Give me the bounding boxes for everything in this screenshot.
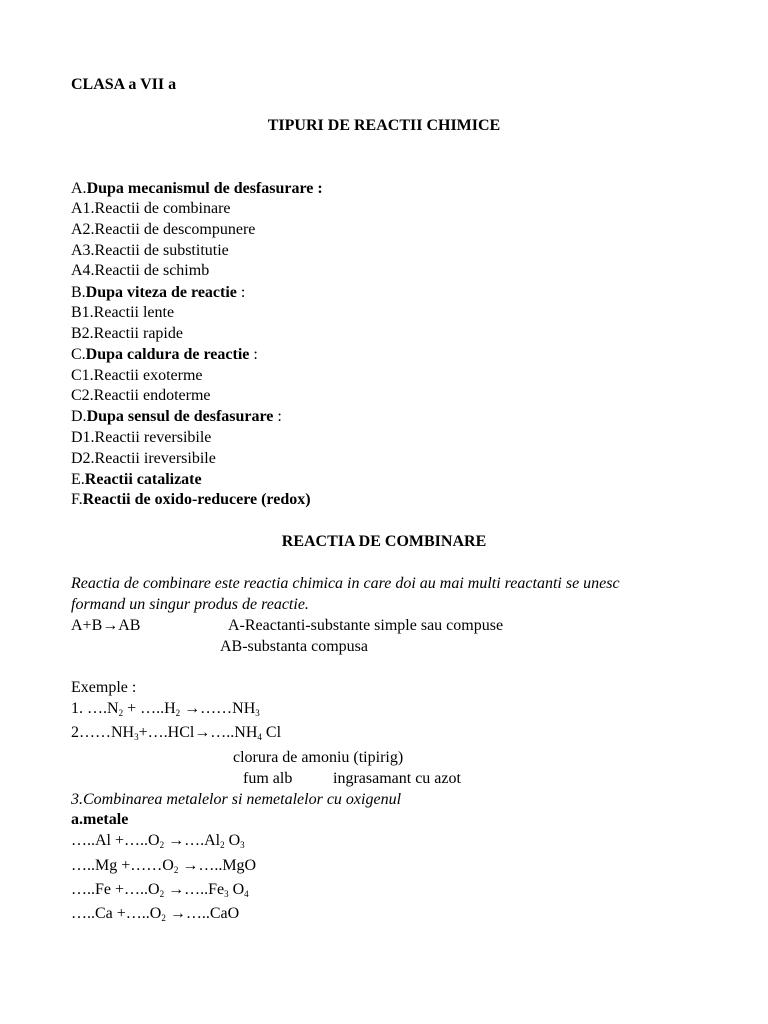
item-d1: D1.Reactii reversibile bbox=[71, 429, 212, 446]
item-d2: D2.Reactii ireversibile bbox=[71, 450, 216, 467]
category-f: F.Reactii de oxido-reducere (redox) bbox=[71, 491, 311, 508]
definition-line-1: Reactia de combinare este reactia chimica in care doi au mai multi reactanti se unesc bbox=[71, 575, 620, 592]
general-equation: A+B→AB bbox=[71, 617, 141, 634]
example-1-equation: 1. $\dots.N_2$ + $\dots..H_2$ $\to\dots\dots NH_3$ bbox=[71, 700, 260, 718]
section-title: REACTIA DE COMBINARE bbox=[281, 533, 487, 550]
page-title: TIPURI DE REACTII CHIMICE bbox=[267, 117, 501, 134]
example-2-equation: $2\dots\dots NH_3+\dots.HCl\to\dots..NH_4$ Cl bbox=[71, 724, 282, 742]
item-a4: A4.Reactii de schimb bbox=[71, 262, 210, 279]
item-b1: B1.Reactii lente bbox=[71, 304, 175, 321]
category-c: C.Dupa caldura de reactie : bbox=[71, 346, 258, 363]
item-a1: A1.Reactii de combinare bbox=[71, 200, 231, 217]
item-b2: B2.Reactii rapide bbox=[71, 325, 183, 342]
metal-equation-ca: …..Ca $+\dots..O_2$ →…..CaO bbox=[71, 905, 240, 923]
example-3-title: 3.Combinarea metalelor si nemetalelor cu oxigenul bbox=[71, 791, 402, 808]
item-a3: A3.Reactii de substitutie bbox=[71, 242, 229, 259]
example-2-note-fertilizer: ingrasamant cu azot bbox=[333, 770, 461, 787]
example-2-note-fum: fum alb bbox=[243, 770, 293, 787]
metal-equation-al: …..Al $+\dots..O_2$ $\to\dots.Al_2$ $O_3$ bbox=[71, 832, 245, 850]
item-c2: C2.Reactii endoterme bbox=[71, 387, 211, 404]
class-label: CLASA a VII a bbox=[71, 76, 177, 93]
definition-line-2: formand un singur produs de reactie. bbox=[71, 596, 309, 613]
reactants-note: A-Reactanti-substante simple sau compuse bbox=[228, 617, 504, 634]
category-e: E.Reactii catalizate bbox=[71, 471, 202, 488]
category-d: D.Dupa sensul de desfasurare : bbox=[71, 408, 282, 425]
category-a: A.Dupa mecanismul de desfasurare : bbox=[71, 180, 323, 197]
metal-equation-mg: …..Mg $+\dots\dots O_2$ →…..MgO bbox=[71, 857, 257, 875]
category-b: B.Dupa viteza de reactie : bbox=[71, 284, 246, 301]
item-a2: A2.Reactii de descompunere bbox=[71, 221, 256, 238]
examples-label: Exemple : bbox=[71, 679, 137, 696]
product-note: AB-substanta compusa bbox=[220, 638, 368, 655]
item-c1: C1.Reactii exoterme bbox=[71, 367, 203, 384]
metal-equation-fe: …..Fe $+\dots..O_2$ $\to\dots..Fe_3$ $O_4$ bbox=[71, 881, 249, 899]
metals-label: a.metale bbox=[71, 811, 129, 828]
example-2-note: clorura de amoniu (tipirig) bbox=[233, 749, 404, 766]
